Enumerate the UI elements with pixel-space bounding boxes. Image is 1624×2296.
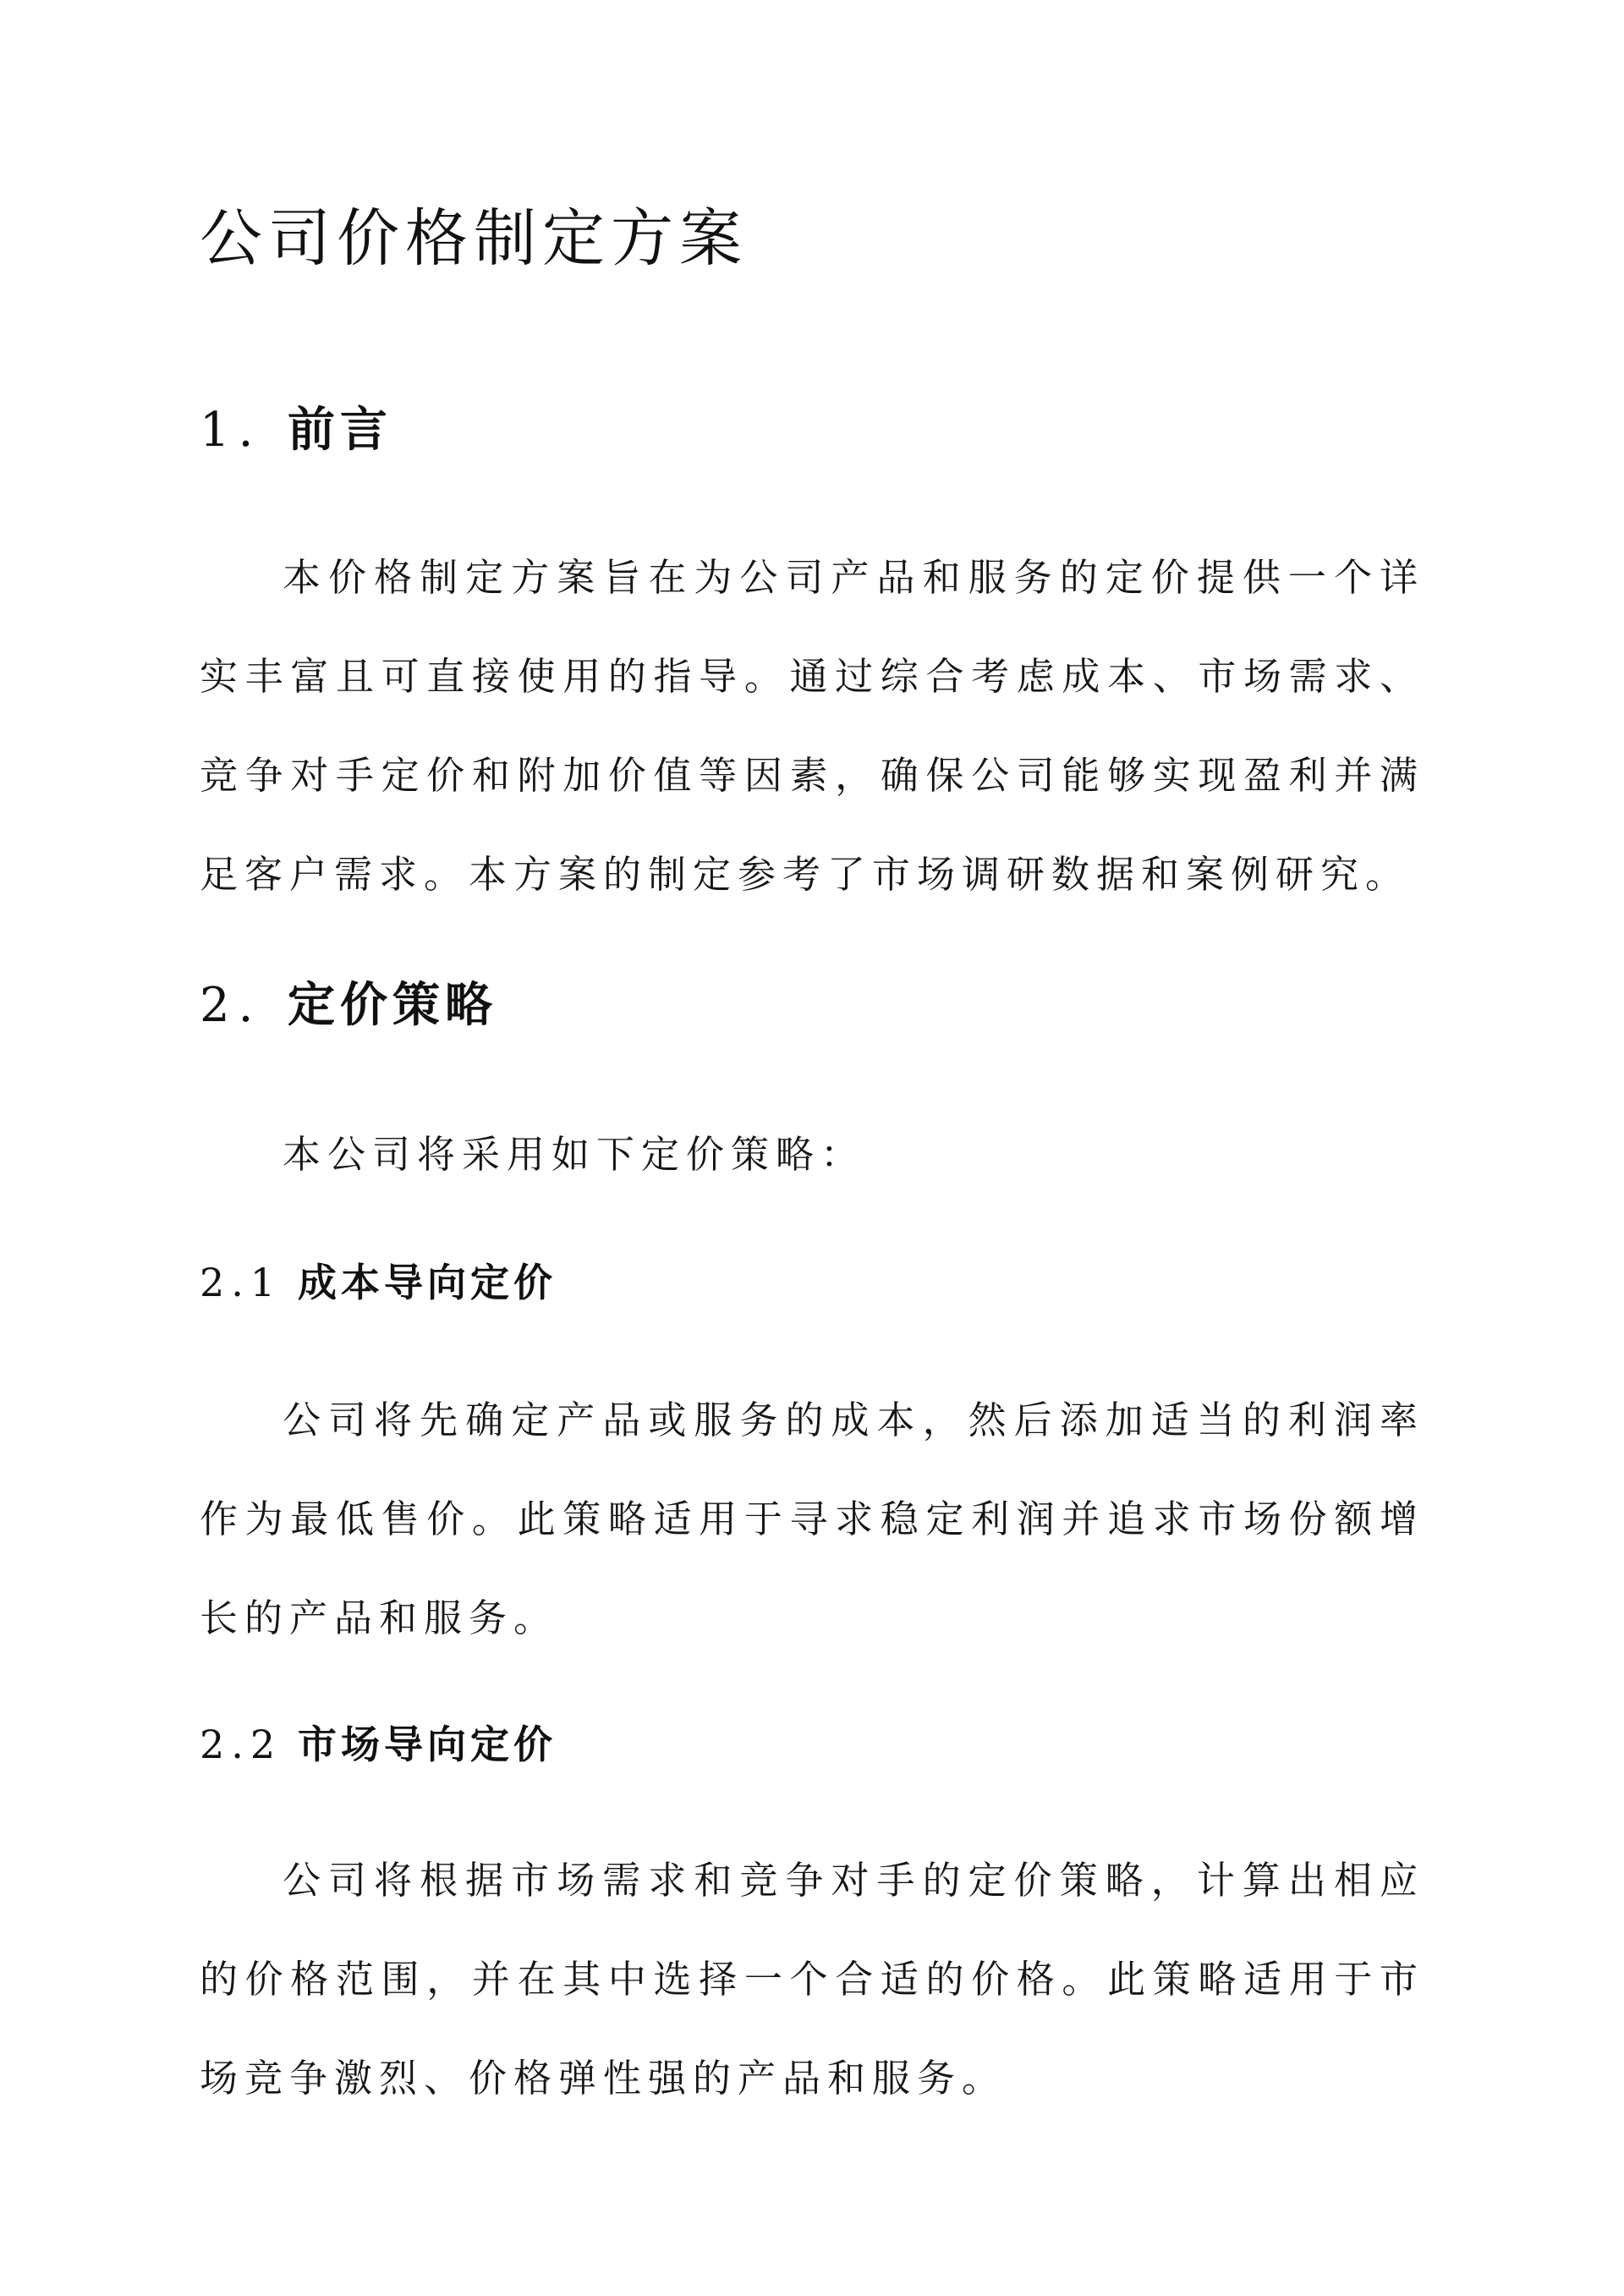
subsection-heading-market-oriented bbox=[200, 1717, 557, 1771]
section-heading-preface bbox=[200, 396, 392, 464]
section-number: 2. bbox=[200, 978, 262, 1033]
section-heading-pricing-strategy bbox=[200, 971, 497, 1040]
document-title: 公司价格制定方案 bbox=[200, 202, 748, 275]
section-title: 前言 bbox=[288, 402, 392, 458]
subsection-number: 2.1 bbox=[200, 1260, 283, 1305]
subsection-number: 2.2 bbox=[200, 1722, 283, 1767]
market-oriented-paragraph: 公司将根据市场需求和竞争对手的定价策略，计算出相应的价格范围，并在其中选择一个合适的价格。此策略适用于市场竞争激烈、价格弹性强的产品和服务。 bbox=[200, 1858, 1424, 2101]
subsection-heading-cost-oriented bbox=[200, 1255, 557, 1310]
section-title: 定价策略 bbox=[288, 977, 497, 1033]
cost-oriented-paragraph: 公司将先确定产品或服务的成本，然后添加适当的利润率作为最低售价。此策略适用于寻求稳定利润并追求市场份额增长的产品和服务。 bbox=[200, 1398, 1424, 1640]
section-number: 1. bbox=[200, 403, 262, 458]
pricing-strategy-intro: 本公司将采用如下定价策略： bbox=[283, 1132, 866, 1177]
subsection-title: 市场导向定价 bbox=[298, 1722, 557, 1767]
subsection-title: 成本导向定价 bbox=[298, 1260, 557, 1305]
preface-paragraph: 本价格制定方案旨在为公司产品和服务的定价提供一个详实丰富且可直接使用的指导。通过综合考虑成本、市场需求、竞争对手定价和附加价值等因素，确保公司能够实现盈利并满足客户需求。本方案的制定参考了市场调研数据和案例研究。 bbox=[200, 555, 1424, 897]
